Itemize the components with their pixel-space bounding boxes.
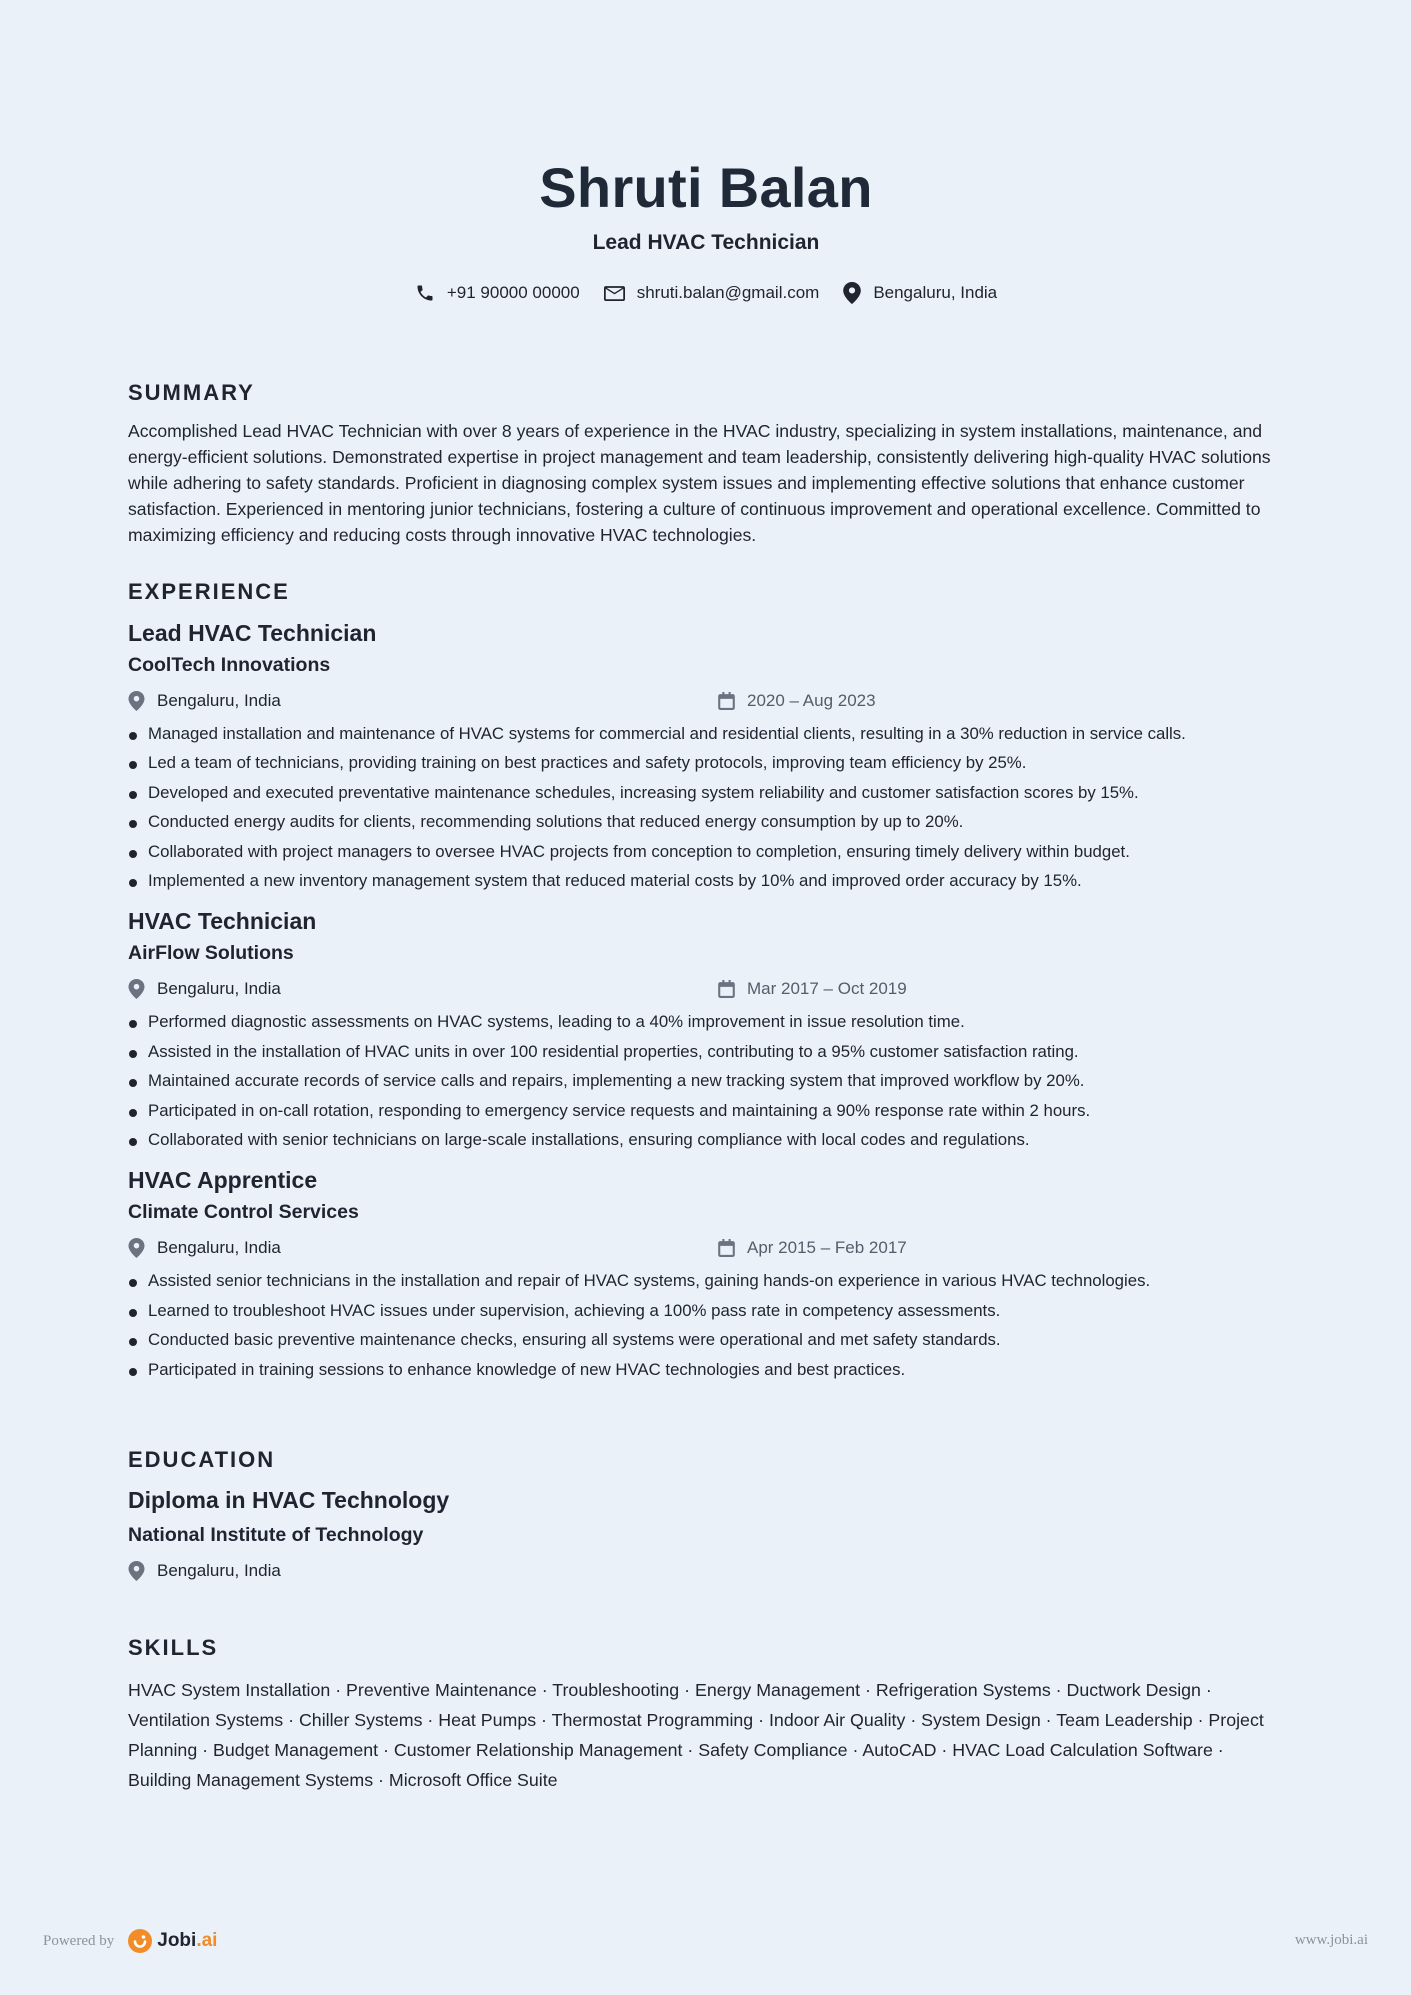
job-company: CoolTech Innovations xyxy=(128,654,331,676)
education-location-text: Bengaluru, India xyxy=(157,1561,281,1580)
bullet-item: Led a team of technicians, providing training on best practices and safety protocols, improving team efficiency by 25%. xyxy=(128,748,1288,777)
phone-text: +91 90000 00000 xyxy=(446,283,580,302)
contact-location xyxy=(843,282,997,304)
phone-icon xyxy=(415,283,435,303)
bullet-item: Developed and executed preventative maintenance schedules, increasing system reliability and customer satisfaction scores by 15%. xyxy=(128,778,1288,807)
job-bullets xyxy=(128,1266,1288,1384)
section-title: EXPERIENCE xyxy=(128,579,290,604)
job-company: Climate Control Services xyxy=(128,1201,359,1224)
footer-powered-by[interactable] xyxy=(43,1929,217,1953)
skills-text: HVAC System Installation · Preventive Maintenance · Troubleshooting · Energy Management · Refrigeration Systems · Ductwork Design · Ventilation Systems · Chiller Systems · Heat Pumps · Thermostat Programming · Indoor Air Quality · System Design · Team Leadership · Project Planning · Budget Management · Customer Relationship Management · Safety Compliance · AutoCAD · HVAC Load Calculation Software · Building Management Systems · Microsoft Office Suite xyxy=(128,1680,1264,1790)
location-pin-icon xyxy=(128,691,145,711)
bullet-item: Implemented a new inventory management system that reduced material costs by 10% and improved order accuracy by 15%. xyxy=(128,866,1288,895)
skills-section xyxy=(128,1633,1288,1795)
email-text: shruti.balan@gmail.com xyxy=(636,283,820,302)
job-location-text: Bengaluru, India xyxy=(157,691,281,710)
job-title: Lead HVAC Technician xyxy=(128,620,377,646)
job-title: HVAC Technician xyxy=(128,908,317,935)
calendar-icon xyxy=(718,1239,735,1257)
job-bullets xyxy=(128,1007,1288,1154)
job-company: AirFlow Solutions xyxy=(128,942,294,965)
job-location xyxy=(128,1234,281,1262)
location-text: Bengaluru, India xyxy=(873,283,998,302)
bullet-item: Learned to troubleshoot HVAC issues under supervision, achieving a 100% pass rate in competency assessments. xyxy=(128,1296,1288,1325)
candidate-name: Shruti Balan xyxy=(539,156,873,219)
brand-main: Jobi xyxy=(157,1930,197,1951)
bullet-item: Conducted energy audits for clients, recommending solutions that reduced energy consumption by up to 20%. xyxy=(128,807,1288,836)
bullet-item: Participated in on-call rotation, responding to emergency service requests and maintaining a 90% response rate within 2 hours. xyxy=(128,1096,1288,1125)
brand-suffix: .ai xyxy=(196,1930,218,1951)
job-dates xyxy=(718,687,876,715)
contact-info xyxy=(128,282,1284,304)
calendar-icon xyxy=(718,980,735,998)
section-title: EDUCATION xyxy=(128,1447,276,1472)
education-degree: Diploma in HVAC Technology xyxy=(128,1487,450,1513)
education-meta xyxy=(128,1557,1288,1585)
education-section xyxy=(128,1445,1288,1585)
job-dates xyxy=(718,1234,907,1262)
experience-section xyxy=(128,577,1288,1384)
job-entry xyxy=(128,617,1288,895)
bullet-item: Performed diagnostic assessments on HVAC systems, leading to a 40% improvement in issue resolution time. xyxy=(128,1007,1288,1036)
education-school: National Institute of Technology xyxy=(128,1524,424,1546)
jobi-logo-icon xyxy=(128,1929,152,1953)
job-location-text: Bengaluru, India xyxy=(157,1238,281,1258)
powered-by-text: Powered by xyxy=(43,1932,115,1949)
bullet-item: Collaborated with project managers to oversee HVAC projects from conception to completion, ensuring timely delivery within budget. xyxy=(128,837,1288,866)
contact-phone[interactable] xyxy=(415,282,580,304)
job-dates-text: 2020 – Aug 2023 xyxy=(747,691,876,710)
summary-section xyxy=(128,378,1288,548)
bullet-item: Assisted in the installation of HVAC units in over 100 residential properties, contributing to a 95% customer satisfaction rating. xyxy=(128,1037,1288,1066)
job-dates-text: Mar 2017 – Oct 2019 xyxy=(747,979,907,999)
job-entry xyxy=(128,1164,1288,1384)
bullet-item: Managed installation and maintenance of HVAC systems for commercial and residential clients, resulting in a 30% reduction in service calls. xyxy=(128,719,1288,748)
job-title: HVAC Apprentice xyxy=(128,1167,318,1194)
resume-header xyxy=(128,0,1284,304)
job-dates-text: Apr 2015 – Feb 2017 xyxy=(747,1238,907,1258)
bullet-item: Maintained accurate records of service calls and repairs, implementing a new tracking system that improved workflow by 20%. xyxy=(128,1066,1288,1095)
job-location xyxy=(128,687,281,715)
job-location xyxy=(128,975,281,1003)
bullet-item: Assisted senior technicians in the installation and repair of HVAC systems, gaining hands-on experience in various HVAC technologies. xyxy=(128,1266,1288,1295)
bullet-item: Collaborated with senior technicians on large-scale installations, ensuring compliance with local codes and regulations. xyxy=(128,1125,1288,1154)
job-dates xyxy=(718,975,907,1003)
section-title: SKILLS xyxy=(128,1635,219,1660)
job-bullets xyxy=(128,719,1288,895)
job-meta xyxy=(128,975,1288,1003)
location-pin-icon xyxy=(128,1238,145,1258)
candidate-role: Lead HVAC Technician xyxy=(592,231,820,254)
job-meta xyxy=(128,687,1288,715)
education-location xyxy=(128,1557,281,1585)
contact-email[interactable] xyxy=(604,282,820,304)
job-entry xyxy=(128,905,1288,1154)
section-title: SUMMARY xyxy=(128,380,255,405)
location-pin-icon xyxy=(843,282,861,304)
bullet-item: Participated in training sessions to enhance knowledge of new HVAC technologies and best practices. xyxy=(128,1355,1288,1384)
jobi-brand[interactable] xyxy=(128,1929,217,1953)
location-pin-icon xyxy=(128,1561,145,1581)
footer-website-link[interactable]: www.jobi.ai xyxy=(1294,1932,1368,1948)
bullet-item: Conducted basic preventive maintenance checks, ensuring all systems were operational and met safety standards. xyxy=(128,1325,1288,1354)
job-meta xyxy=(128,1234,1288,1262)
calendar-icon xyxy=(718,692,735,710)
email-icon xyxy=(604,285,625,302)
resume-page xyxy=(128,0,1284,1790)
location-pin-icon xyxy=(128,979,145,999)
job-location-text: Bengaluru, India xyxy=(157,979,281,999)
summary-text: Accomplished Lead HVAC Technician with over 8 years of experience in the HVAC industry, specializing in system installations, maintenance, and energy-efficient solutions. Demonstrated expertise in project management and team leadership, consistently delivering high-quality HVAC solutions while adhering to safety standards. Proficient in diagnosing complex system issues and implementing effective solutions that enhance customer satisfaction. Experienced in mentoring junior technicians, fostering a culture of continuous improvement and operational excellence. Committed to maximizing efficiency and reducing costs through innovative HVAC technologies. xyxy=(128,421,1271,545)
